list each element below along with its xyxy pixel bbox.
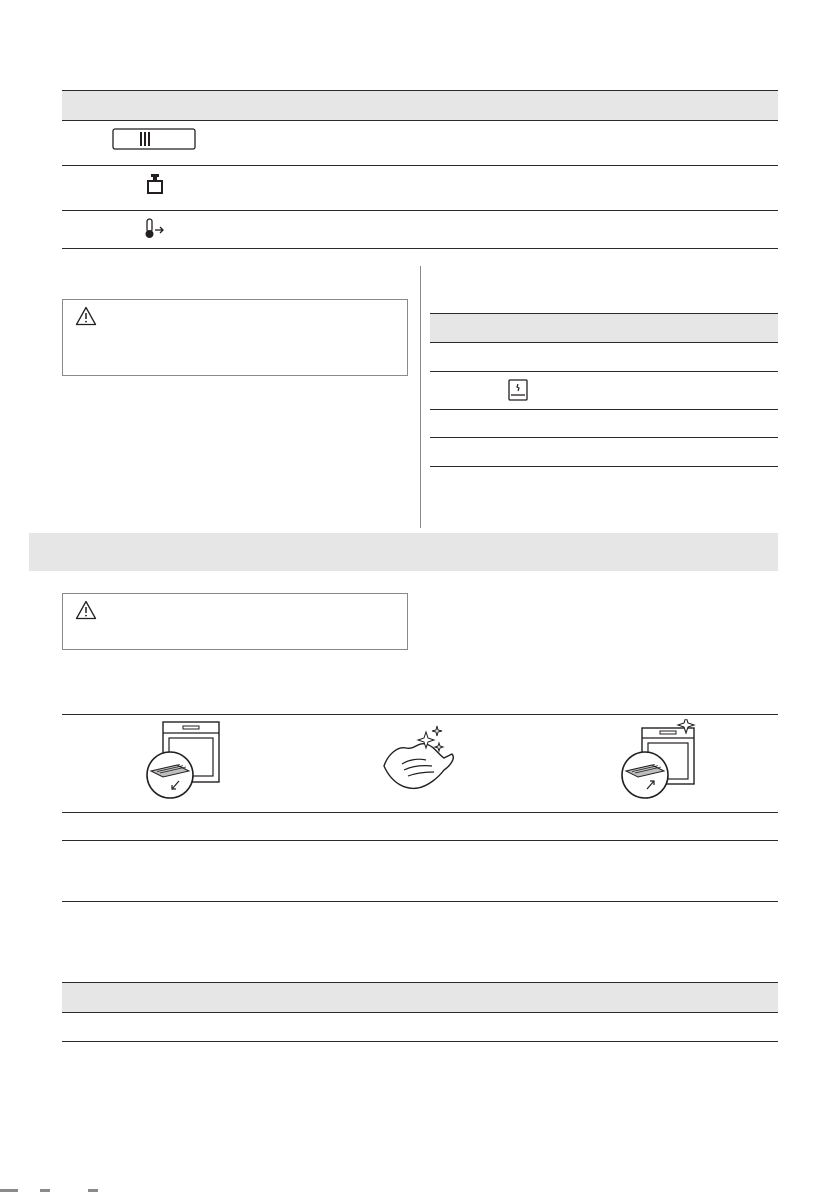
right-table-rule — [430, 409, 778, 410]
bottom-table-rule — [62, 1041, 778, 1042]
oven-remove-shelf-icon — [135, 719, 225, 801]
top-table-rule — [62, 120, 778, 121]
right-table-header-rule — [430, 313, 778, 314]
bar-indicator-icon — [112, 128, 196, 150]
right-table-rule — [430, 466, 778, 467]
right-table-header — [430, 313, 778, 342]
oven-insert-shelf-icon — [618, 719, 708, 801]
illustration-table-rule — [62, 812, 778, 813]
top-table-header — [62, 90, 778, 120]
right-table-rule — [430, 342, 778, 343]
bottom-table-header-rule — [62, 982, 778, 983]
bottom-table-header — [62, 982, 778, 1012]
warning-box — [62, 299, 408, 376]
section-heading-bar — [29, 533, 778, 571]
care-warning-box — [62, 593, 408, 650]
right-table-rule — [430, 437, 778, 438]
oven-function-icon — [508, 379, 528, 401]
thermometer-arrow-icon — [143, 218, 167, 240]
illustration-table-rule — [62, 840, 778, 841]
illustration-table-rule — [62, 714, 778, 715]
weight-icon — [146, 173, 164, 195]
right-table-rule — [430, 371, 778, 372]
illustration-table-rule — [62, 901, 778, 902]
top-table-rule — [62, 210, 778, 211]
top-table-rule — [62, 165, 778, 166]
column-divider — [420, 266, 421, 528]
cleaning-cloth-icon — [378, 724, 464, 794]
top-table-header-rule — [62, 90, 778, 91]
warning-triangle-icon — [75, 306, 97, 326]
bottom-table-rule — [62, 1012, 778, 1013]
top-table-rule — [62, 248, 778, 249]
warning-triangle-icon — [75, 600, 97, 620]
footer-fragment — [0, 1186, 110, 1192]
